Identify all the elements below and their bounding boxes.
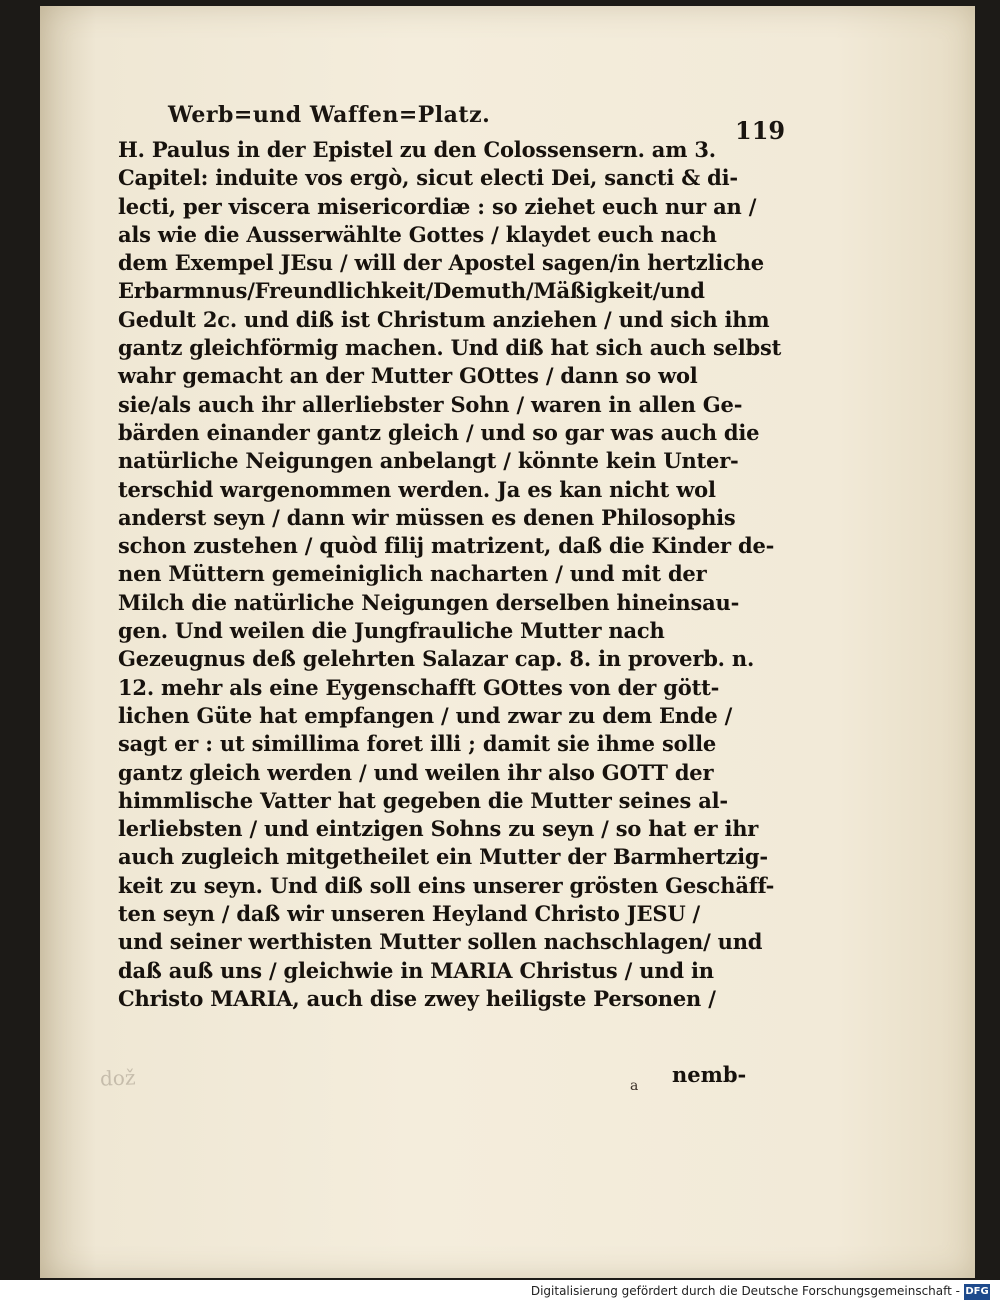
text-line: und seiner werthisten Mutter sollen nachschlagen/ und: [118, 929, 763, 955]
text-line: lecti, per viscera misericordiæ : so ziehet euch nur an /: [118, 193, 757, 219]
text-line: natürliche Neigungen anbelangt / könnte kein Unter-: [118, 448, 739, 474]
text-line: H. Paulus in der Epistel zu den Colossensern. am 3.: [118, 137, 716, 162]
text-line: daß auß uns / gleichwie in MARIA Christus / und in: [118, 957, 714, 983]
signature-mark: a: [630, 1078, 639, 1094]
text-line: terschid wargenommen werden. Ja es kan nicht wol: [118, 476, 716, 502]
text-line: lerliebsten / und eintzigen Sohns zu seyn / so hat er ihr: [118, 816, 759, 842]
text-line: ten seyn / daß wir unseren Heyland Christo JESU /: [118, 901, 701, 927]
catchword: nemb-: [672, 1062, 747, 1087]
stamp-mark: dož: [99, 1065, 136, 1091]
text-line: schon zustehen / quòd filij matrizent, daß die Kinder de-: [118, 533, 775, 559]
body-text: [118, 136, 798, 1013]
running-head: Werb=und Waffen=Platz.: [168, 102, 491, 128]
text-line: wahr gemacht an der Mutter GOttes / dann so wol: [118, 363, 698, 389]
text-line: auch zugleich mitgetheilet ein Mutter der Barmhertzig-: [118, 844, 768, 870]
text-line: gen. Und weilen die Jungfrauliche Mutter nach: [118, 618, 665, 644]
text-line: himmlische Vatter hat gegeben die Mutter seines al-: [118, 787, 728, 813]
text-line: dem Exempel JEsu / will der Apostel sagen/in hertzliche: [118, 250, 764, 276]
footer-credit: Digitalisierung gefördert durch die Deutsche Forschungsgemeinschaft -: [530, 1284, 960, 1298]
text-line: Capitel: induite vos ergò, sicut electi Dei, sancti & di-: [118, 165, 738, 191]
text-line: Milch die natürliche Neigungen derselben hineinsau-: [118, 589, 740, 615]
text-line: Christo MARIA, auch dise zwey heiligste Personen /: [118, 985, 716, 1011]
text-line: gantz gleich werden / und weilen ihr also GOTT der: [118, 759, 714, 785]
text-line: 12. mehr als eine Eygenschafft GOttes von der gött-: [118, 674, 720, 700]
text-line: keit zu seyn. Und diß soll eins unserer grösten Geschäff-: [118, 872, 775, 898]
dfg-logo-icon: DFG: [964, 1284, 990, 1300]
text-line: Gedult 2c. und diß ist Christum anziehen / und sich ihm: [118, 306, 770, 332]
page-number: 119: [735, 116, 786, 145]
text-line: Erbarmnus/Freundlichkeit/Demuth/Mäßigkeit/und: [118, 278, 705, 304]
text-line: anderst seyn / dann wir müssen es denen Philosophis: [118, 504, 736, 530]
text-line: lichen Güte hat empfangen / und zwar zu dem Ende /: [118, 702, 733, 728]
text-line: sagt er : ut simillima foret illi ; damit sie ihme solle: [118, 731, 717, 757]
text-line: nen Müttern gemeiniglich nacharten / und mit der: [118, 561, 707, 587]
text-line: gantz gleichförmig machen. Und diß hat sich auch selbst: [118, 335, 782, 361]
footer-bar: [0, 1280, 1000, 1304]
text-line: Gezeugnus deß gelehrten Salazar cap. 8. in proverb. n.: [118, 646, 755, 672]
text-line: als wie die Ausserwählte Gottes / klaydet euch nach: [118, 221, 717, 247]
text-line: bärden einander gantz gleich / und so gar was auch die: [118, 419, 760, 445]
text-line: sie/als auch ihr allerliebster Sohn / waren in allen Ge-: [118, 391, 743, 417]
